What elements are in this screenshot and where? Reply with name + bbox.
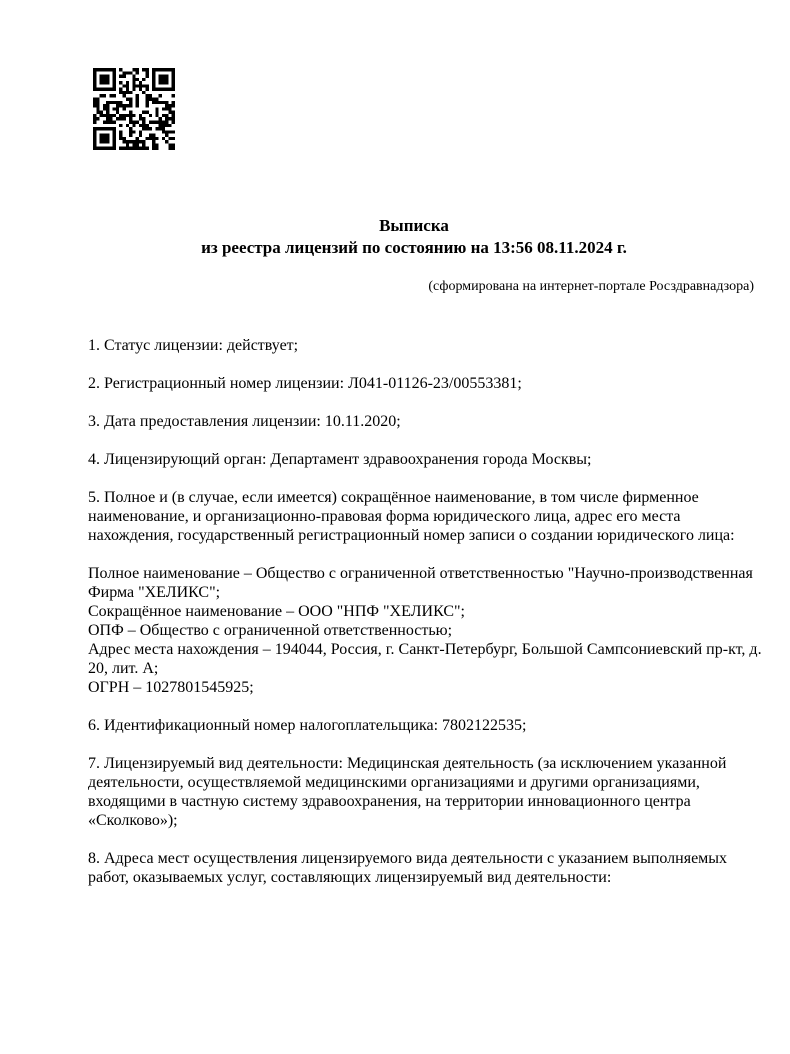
item-3-grant-date: 3. Дата предоставления лицензии: 10.11.2020; [88,413,401,430]
org-short-name: Сокращённое наименование – ООО "НПФ "ХЕЛИКС"; [88,603,465,620]
document-title [88,215,764,259]
org-ogrn: ОГРН – 1027801545925; [88,679,254,696]
item-8-activity-addresses-intro: 8. Адреса мест осуществления лицензируемого вида деятельности с указанием выполняемых работ, оказываемых услуг, составляющих лицензируемый вид деятельности: [88,850,728,886]
org-legal-form: ОПФ – Общество с ограниченной ответственностью; [88,622,453,639]
organization-details [88,564,764,697]
document-body [88,336,764,887]
item-2-registration-number: 2. Регистрационный номер лицензии: Л041-01126-23/00553381; [88,375,522,392]
item-4-licensing-authority: 4. Лицензирующий орган: Департамент здравоохранения города Москвы; [88,451,592,468]
title-line-1: Выписка [379,216,449,235]
org-address: Адрес места нахождения – 194044, Россия, г. Санкт-Петербург, Большой Сампсониевский пр-кт, д. 20, лит. А; [88,641,762,677]
item-7-licensed-activity: 7. Лицензируемый вид деятельности: Медицинская деятельность (за исключением указанной деятельности, осуществляемой медицинскими организациями и другими организациями, входящими в частную систему здравоохранения, на территории инновационного центра «Сколково»); [88,755,727,829]
formation-note: (сформирована на интернет-портале Росздравнадзора) [428,279,754,294]
title-line-2: из реестра лицензий по состоянию на 13:56 08.11.2024 г. [201,238,627,257]
item-1-license-status: 1. Статус лицензии: действует; [88,337,299,354]
item-6-taxpayer-number: 6. Идентификационный номер налогоплательщика: 7802122535; [88,717,527,734]
document-content [88,0,764,906]
org-full-name: Полное наименование – Общество с ограниченной ответственностью "Научно-производственная Фирма "ХЕЛИКС"; [88,565,753,601]
item-5-organization-names-intro: 5. Полное и (в случае, если имеется) сокращённое наименование, в том числе фирменное наименование, и организационно-правовая форма юридического лица, адрес его места нахождения, государственный регистрационный номер записи о создании юридического лица: [88,489,735,544]
